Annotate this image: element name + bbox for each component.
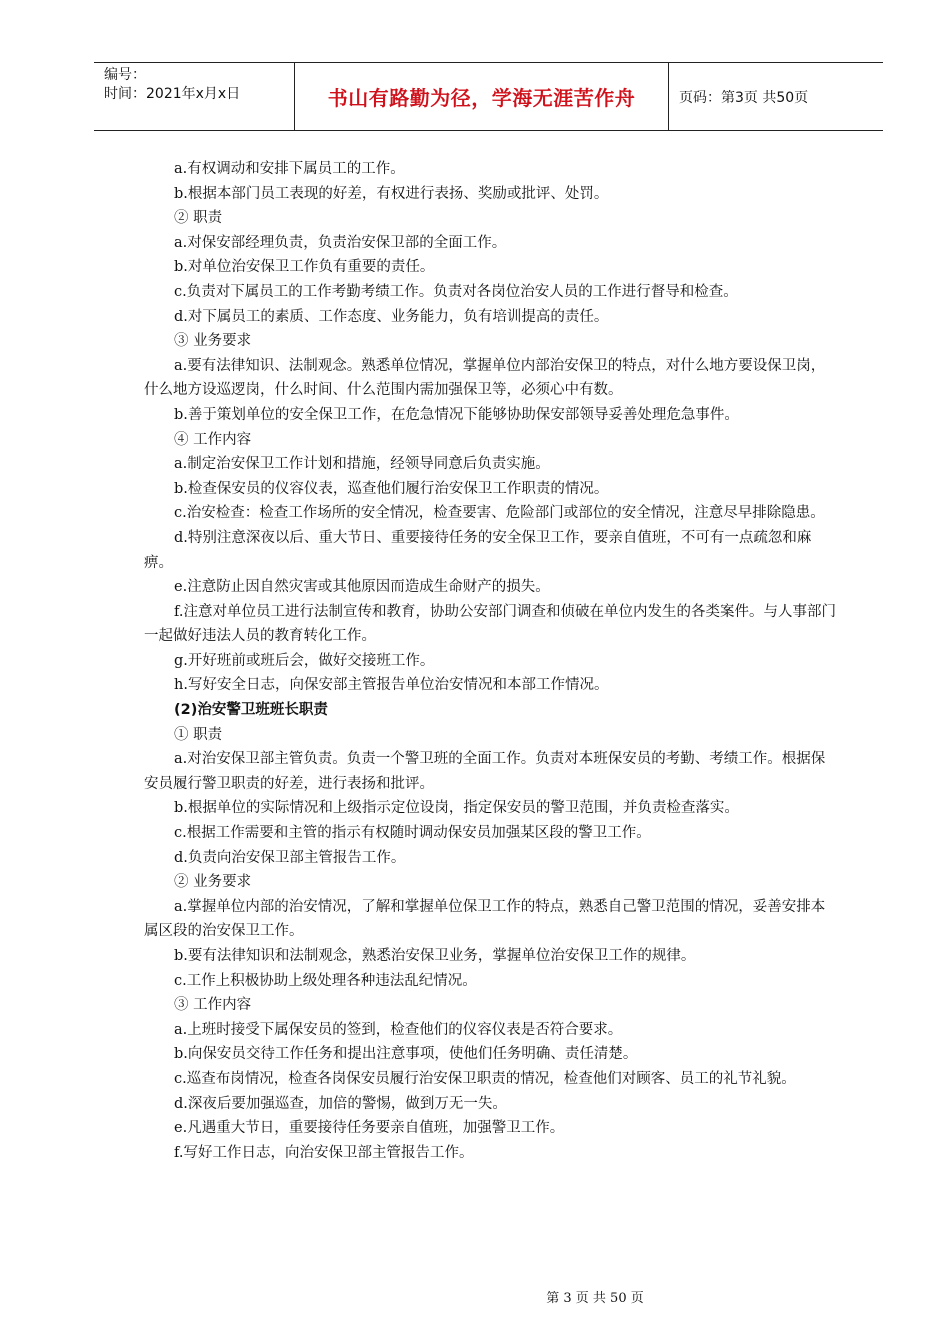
page-footer: 第 3 页 共 50 页 — [546, 1291, 644, 1306]
subsection-heading: ③ 业务要求 — [174, 333, 252, 350]
document-body — [144, 157, 838, 1165]
subsection-heading: ③ 工作内容 — [174, 997, 252, 1014]
paragraph: d.对下属员工的素质、工作态度、业务能力，负有培训提高的责任。 — [174, 308, 609, 325]
paragraph: c.根据工作需要和主管的指示有权随时调动保安员加强某区段的警卫工作。 — [174, 825, 651, 842]
paragraph: f.注意对单位员工进行法制宣传和教育，协助公安部门调查和侦破在单位内发生的各类案件。与人事部门一起做好违法人员的教育转化工作。 — [144, 603, 836, 645]
subsection-heading: ② 职责 — [174, 210, 223, 227]
paragraph: h.写好安全日志，向保安部主管报告单位治安情况和本部工作情况。 — [174, 677, 609, 694]
header-serial: 编号： — [104, 67, 146, 83]
paragraph: e.注意防止因自然灾害或其他原因而造成生命财产的损失。 — [174, 579, 550, 596]
paragraph: b.根据单位的实际情况和上级指示定位设岗，指定保安员的警卫范围，并负责检查落实。 — [174, 800, 739, 817]
paragraph: a.要有法律知识、法制观念。熟悉单位情况，掌握单位内部治安保卫的特点，对什么地方要设保卫岗，什么地方设巡逻岗，什么时间、什么范围内需加强保卫等，必须心中有数。 — [144, 357, 826, 399]
paragraph: b.检查保安员的仪容仪表，巡查他们履行治安保卫工作职责的情况。 — [174, 480, 609, 497]
header-date: 时间：2021年x月x日 — [104, 86, 241, 102]
paragraph: d.负责向治安保卫部主管报告工作。 — [174, 849, 406, 866]
paragraph: a.上班时接受下属保安员的签到，检查他们的仪容仪表是否符合要求。 — [174, 1021, 623, 1038]
subsection-heading: ④ 工作内容 — [174, 431, 252, 448]
paragraph: c.巡查布岗情况，检查各岗保安员履行治安保卫职责的情况，检查他们对顾客、员工的礼节礼貌。 — [174, 1070, 796, 1087]
section-heading: (2)治安警卫班班长职责 — [174, 702, 328, 719]
page-header — [94, 62, 883, 131]
paragraph: e.凡遇重大节日，重要接待任务要亲自值班，加强警卫工作。 — [174, 1120, 565, 1137]
paragraph: g.开好班前或班后会，做好交接班工作。 — [174, 652, 435, 669]
header-meta — [94, 63, 295, 130]
paragraph: c.工作上积极协助上级处理各种违法乱纪情况。 — [174, 972, 477, 989]
subsection-heading: ① 职责 — [174, 726, 223, 743]
paragraph: b.根据本部门员工表现的好差，有权进行表扬、奖励或批评、处罚。 — [174, 185, 609, 202]
paragraph: a.对保安部经理负责，负责治安保卫部的全面工作。 — [174, 234, 507, 251]
paragraph: b.善于策划单位的安全保卫工作，在危急情况下能够协助保安部领导妥善处理危急事件。 — [174, 406, 739, 423]
paragraph: d.特别注意深夜以后、重大节日、重要接待任务的安全保卫工作，要亲自值班，不可有一点疏忽和麻痹。 — [144, 529, 812, 571]
paragraph: b.向保安员交待工作任务和提出注意事项，使他们任务明确、责任清楚。 — [174, 1046, 638, 1063]
paragraph: a.对治安保卫部主管负责。负责一个警卫班的全面工作。负责对本班保安员的考勤、考绩工作。根据保安员履行警卫职责的好差，进行表扬和批评。 — [144, 751, 826, 792]
header-motto: 书山有路勤为径，学海无涯苦作舟 — [295, 63, 669, 130]
subsection-heading: ② 业务要求 — [174, 874, 252, 891]
header-page-info: 页码：第3页 共50页 — [679, 89, 809, 106]
paragraph: c.治安检查：检查工作场所的安全情况，检查要害、危险部门或部位的安全情况，注意尽早排除隐患。 — [174, 505, 825, 522]
paragraph: f.写好工作日志，向治安保卫部主管报告工作。 — [174, 1144, 474, 1161]
paragraph: b.对单位治安保卫工作负有重要的责任。 — [174, 259, 435, 276]
paragraph: a.有权调动和安排下属员工的工作。 — [174, 161, 405, 177]
paragraph: a.制定治安保卫工作计划和措施，经领导同意后负责实施。 — [174, 456, 550, 473]
paragraph: c.负责对下属员工的工作考勤考绩工作。负责对各岗位治安人员的工作进行督导和检查。 — [174, 283, 738, 300]
paragraph: a.掌握单位内部的治安情况，了解和掌握单位保卫工作的特点，熟悉自己警卫范围的情况，妥善安排本属区段的治安保卫工作。 — [144, 898, 826, 940]
paragraph: d.深夜后要加强巡查，加倍的警惕，做到万无一失。 — [174, 1095, 507, 1112]
paragraph: b.要有法律知识和法制观念，熟悉治安保卫业务，掌握单位治安保卫工作的规律。 — [174, 948, 696, 964]
